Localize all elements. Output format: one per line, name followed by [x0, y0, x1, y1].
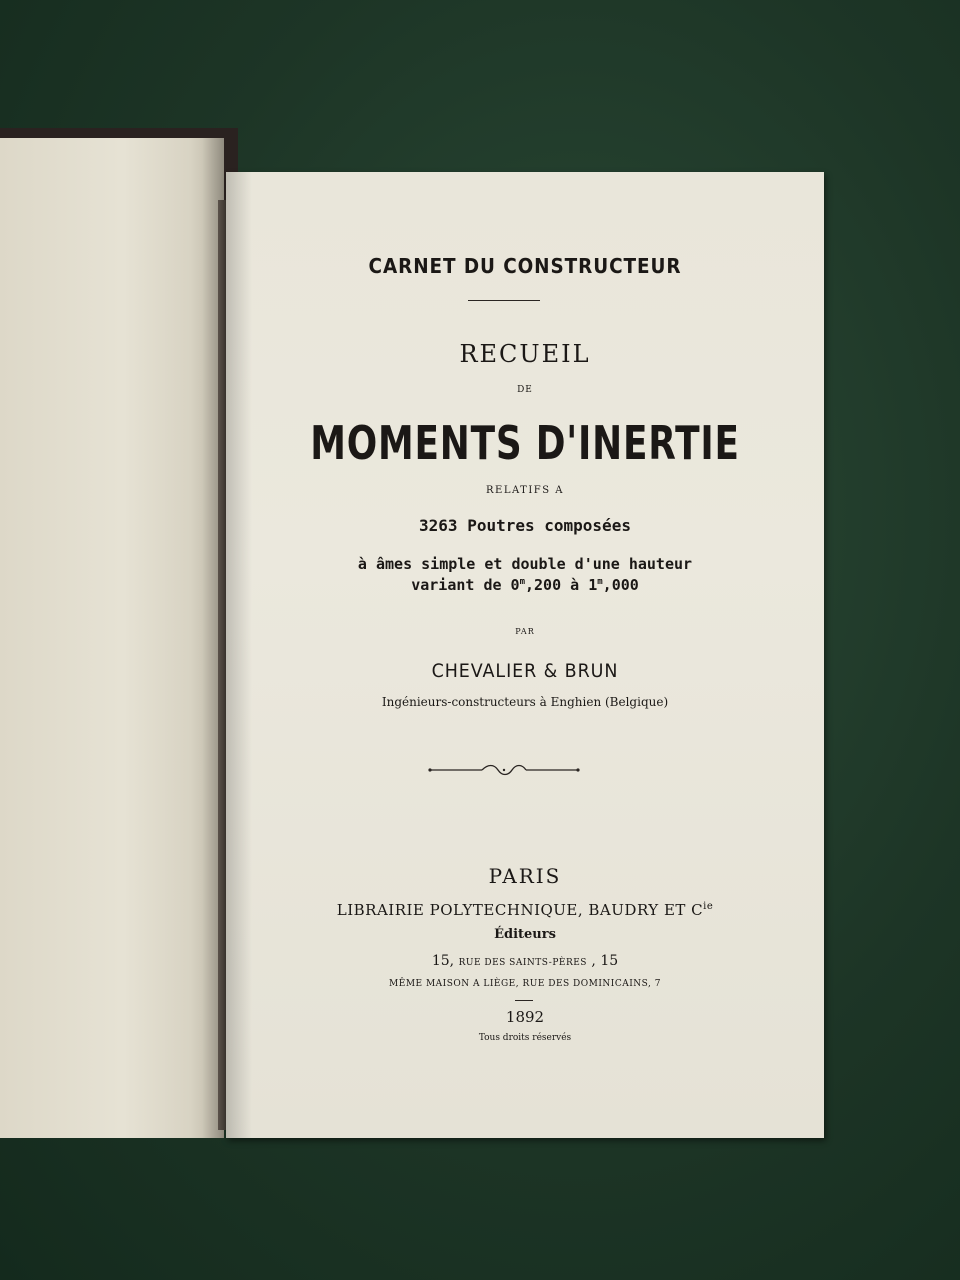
- ornament-divider-icon: [426, 762, 582, 778]
- address-number-end: 15: [600, 953, 619, 969]
- address-line: 15, RUE DES SAINTS-PÈRES , 15: [431, 953, 619, 969]
- liege-line: MÊME MAISON A LIÈGE, RUE DES DOMINICAINS, 7: [389, 979, 661, 989]
- year-divider: [515, 1000, 533, 1001]
- series-title: CARNET DU CONSTRUCTEUR: [368, 254, 682, 278]
- publisher-name: LIBRAIRIE POLYTECHNIQUE, BAUDRY ET C: [336, 901, 704, 919]
- left-page: [0, 138, 224, 1138]
- address-number: 15: [431, 953, 450, 969]
- variant-unit-2: m: [597, 577, 603, 587]
- variant-prefix: variant de 0: [411, 576, 520, 594]
- title-page: [226, 172, 824, 1138]
- authors-profession: Ingénieurs-constructeurs à Enghien (Belgique): [381, 695, 669, 709]
- relatifs-line: RELATIFS A: [486, 485, 564, 496]
- poutres-line: 3263 Poutres composées: [419, 516, 631, 535]
- variant-mid: ,200 à 1: [525, 576, 598, 594]
- editeurs-line: Éditeurs: [494, 927, 556, 942]
- de-word: DE: [517, 385, 533, 395]
- ames-line: à âmes simple et double d'une hauteur: [357, 555, 693, 573]
- variant-unit-1: m: [519, 577, 525, 587]
- publication-year: 1892: [505, 1008, 545, 1026]
- par-word: PAR: [515, 627, 535, 636]
- address-street: RUE DES SAINTS-PÈRES: [458, 958, 587, 968]
- rights-notice: Tous droits réservés: [478, 1033, 572, 1043]
- title-divider: [468, 300, 540, 301]
- authors: CHEVALIER & BRUN: [431, 660, 619, 682]
- recueil-heading: RECUEIL: [459, 340, 591, 368]
- variant-suffix: ,000: [602, 576, 639, 594]
- page-shadow: [226, 172, 252, 1138]
- publisher-sup: ie: [703, 901, 714, 912]
- publisher-line: [226, 902, 824, 918]
- main-title: MOMENTS D'INERTIE: [310, 416, 740, 470]
- variant-line: [226, 578, 824, 593]
- imprint-city: PARIS: [488, 864, 562, 888]
